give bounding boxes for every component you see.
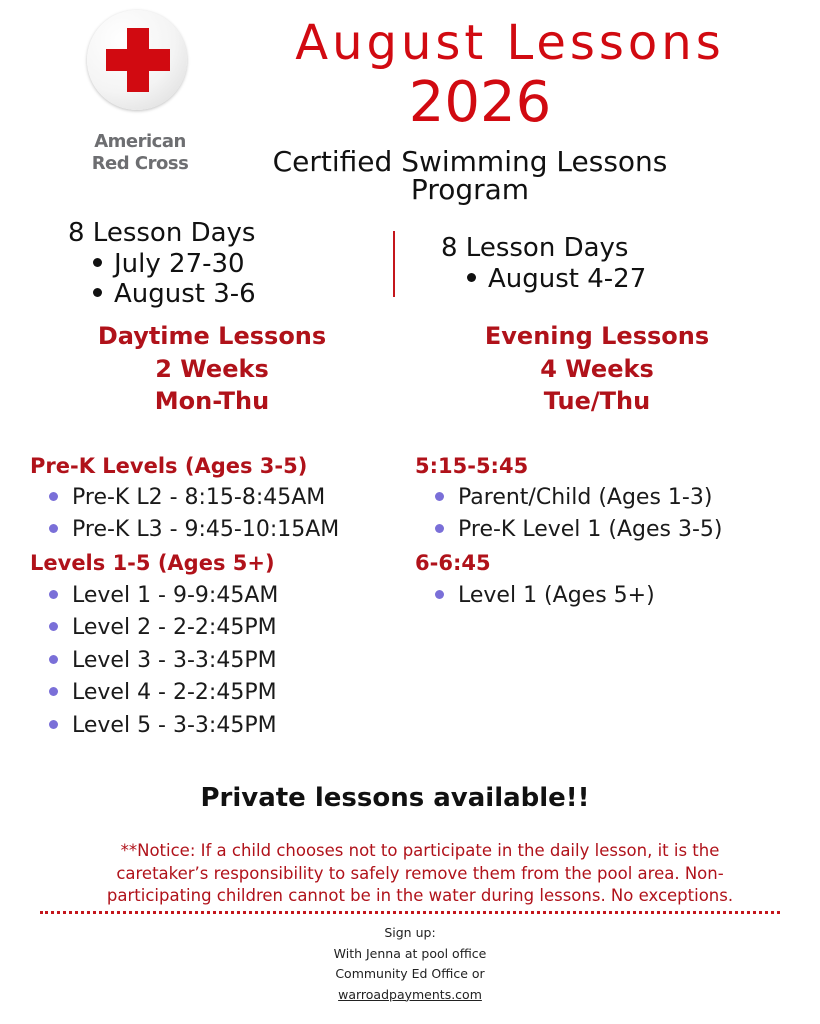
signup-info bbox=[210, 923, 610, 1005]
private-lessons-note: Private lessons available!! bbox=[200, 783, 590, 813]
evening-session-weeks: 4 Weeks bbox=[540, 354, 654, 383]
class-text: Level 3 - 3-3:45PM bbox=[72, 648, 277, 673]
red-cross-icon bbox=[87, 10, 187, 110]
notice-line-2: caretaker’s responsibility to safely remove them from the pool area. Non- bbox=[116, 863, 724, 883]
evening-time-heading: 6-6:45 bbox=[415, 551, 491, 575]
left-date-item bbox=[93, 279, 256, 309]
levels-heading: Levels 1-5 (Ages 5+) bbox=[30, 551, 275, 575]
class-text: Pre-K L3 - 9:45-10:15AM bbox=[72, 517, 340, 542]
class-text: Level 2 - 2-2:45PM bbox=[72, 615, 277, 640]
class-text: Pre-K Level 1 (Ages 3-5) bbox=[458, 517, 723, 542]
list-item bbox=[49, 580, 278, 613]
evening-time-heading: 5:15-5:45 bbox=[415, 454, 529, 478]
subtitle-line-1: Certified Swimming Lessons bbox=[272, 145, 668, 178]
right-days-heading: 8 Lesson Days bbox=[441, 233, 629, 263]
bullet-icon bbox=[49, 492, 58, 501]
subtitle-line-2: Program bbox=[410, 173, 530, 206]
page-year: 2026 bbox=[408, 70, 552, 135]
bullet-icon bbox=[49, 655, 58, 664]
signup-link[interactable]: warroadpayments.com bbox=[338, 986, 482, 1002]
red-cross-logo bbox=[87, 10, 187, 110]
daytime-session-info bbox=[62, 320, 362, 418]
prek-levels-heading: Pre-K Levels (Ages 3-5) bbox=[30, 454, 308, 478]
class-text: Level 5 - 3-3:45PM bbox=[72, 713, 277, 738]
right-date-text: August 4-27 bbox=[488, 264, 647, 294]
dotted-divider bbox=[40, 911, 780, 914]
list-item bbox=[49, 482, 325, 515]
bullet-icon bbox=[435, 590, 444, 599]
notice-text bbox=[40, 840, 800, 908]
signup-line-1: With Jenna at pool office bbox=[333, 945, 487, 961]
class-text: Pre-K L2 - 8:15-8:45AM bbox=[72, 485, 326, 510]
bullet-icon bbox=[49, 622, 58, 631]
list-item bbox=[49, 514, 339, 547]
daytime-session-title: Daytime Lessons bbox=[97, 322, 327, 350]
bullet-icon bbox=[49, 720, 58, 729]
bullet-icon bbox=[93, 258, 102, 267]
list-item bbox=[49, 710, 277, 743]
right-date-item bbox=[467, 264, 646, 294]
class-text: Parent/Child (Ages 1-3) bbox=[458, 485, 713, 510]
bullet-icon bbox=[435, 492, 444, 501]
daytime-session-days: Mon-Thu bbox=[154, 387, 270, 415]
left-date-text: July 27-30 bbox=[114, 249, 245, 279]
evening-session-title: Evening Lessons bbox=[484, 322, 710, 350]
daytime-session-weeks: 2 Weeks bbox=[155, 354, 269, 383]
list-item bbox=[435, 482, 712, 515]
bullet-icon bbox=[49, 590, 58, 599]
page-subtitle bbox=[200, 145, 740, 206]
class-text: Level 1 - 9-9:45AM bbox=[72, 583, 279, 608]
logo-wordmark bbox=[70, 131, 210, 175]
left-date-text: August 3-6 bbox=[114, 279, 256, 309]
notice-line-3: participating children cannot be in the water during lessons. No exceptions. bbox=[106, 886, 734, 905]
bullet-icon bbox=[467, 273, 476, 282]
signup-line-2: Community Ed Office or bbox=[335, 966, 485, 981]
list-item bbox=[435, 580, 655, 613]
left-days-heading: 8 Lesson Days bbox=[68, 218, 256, 248]
logo-line-1: American bbox=[94, 131, 186, 152]
bullet-icon bbox=[435, 524, 444, 533]
bullet-icon bbox=[49, 524, 58, 533]
logo-line-2: Red Cross bbox=[91, 153, 189, 174]
signup-label: Sign up: bbox=[384, 925, 436, 940]
class-text: Level 4 - 2-2:45PM bbox=[72, 680, 277, 705]
list-item bbox=[49, 612, 277, 645]
class-text: Level 1 (Ages 5+) bbox=[458, 583, 655, 608]
page-title: August Lessons bbox=[295, 15, 725, 71]
list-item bbox=[435, 514, 723, 547]
list-item bbox=[49, 677, 277, 710]
bullet-icon bbox=[49, 687, 58, 696]
left-date-item bbox=[93, 249, 245, 279]
evening-session-info bbox=[447, 320, 747, 418]
notice-line-1: **Notice: If a child chooses not to participate in the daily lesson, it is the bbox=[120, 841, 720, 860]
evening-session-days: Tue/Thu bbox=[543, 387, 651, 415]
column-divider bbox=[393, 231, 395, 297]
list-item bbox=[49, 645, 277, 678]
bullet-icon bbox=[93, 288, 102, 297]
